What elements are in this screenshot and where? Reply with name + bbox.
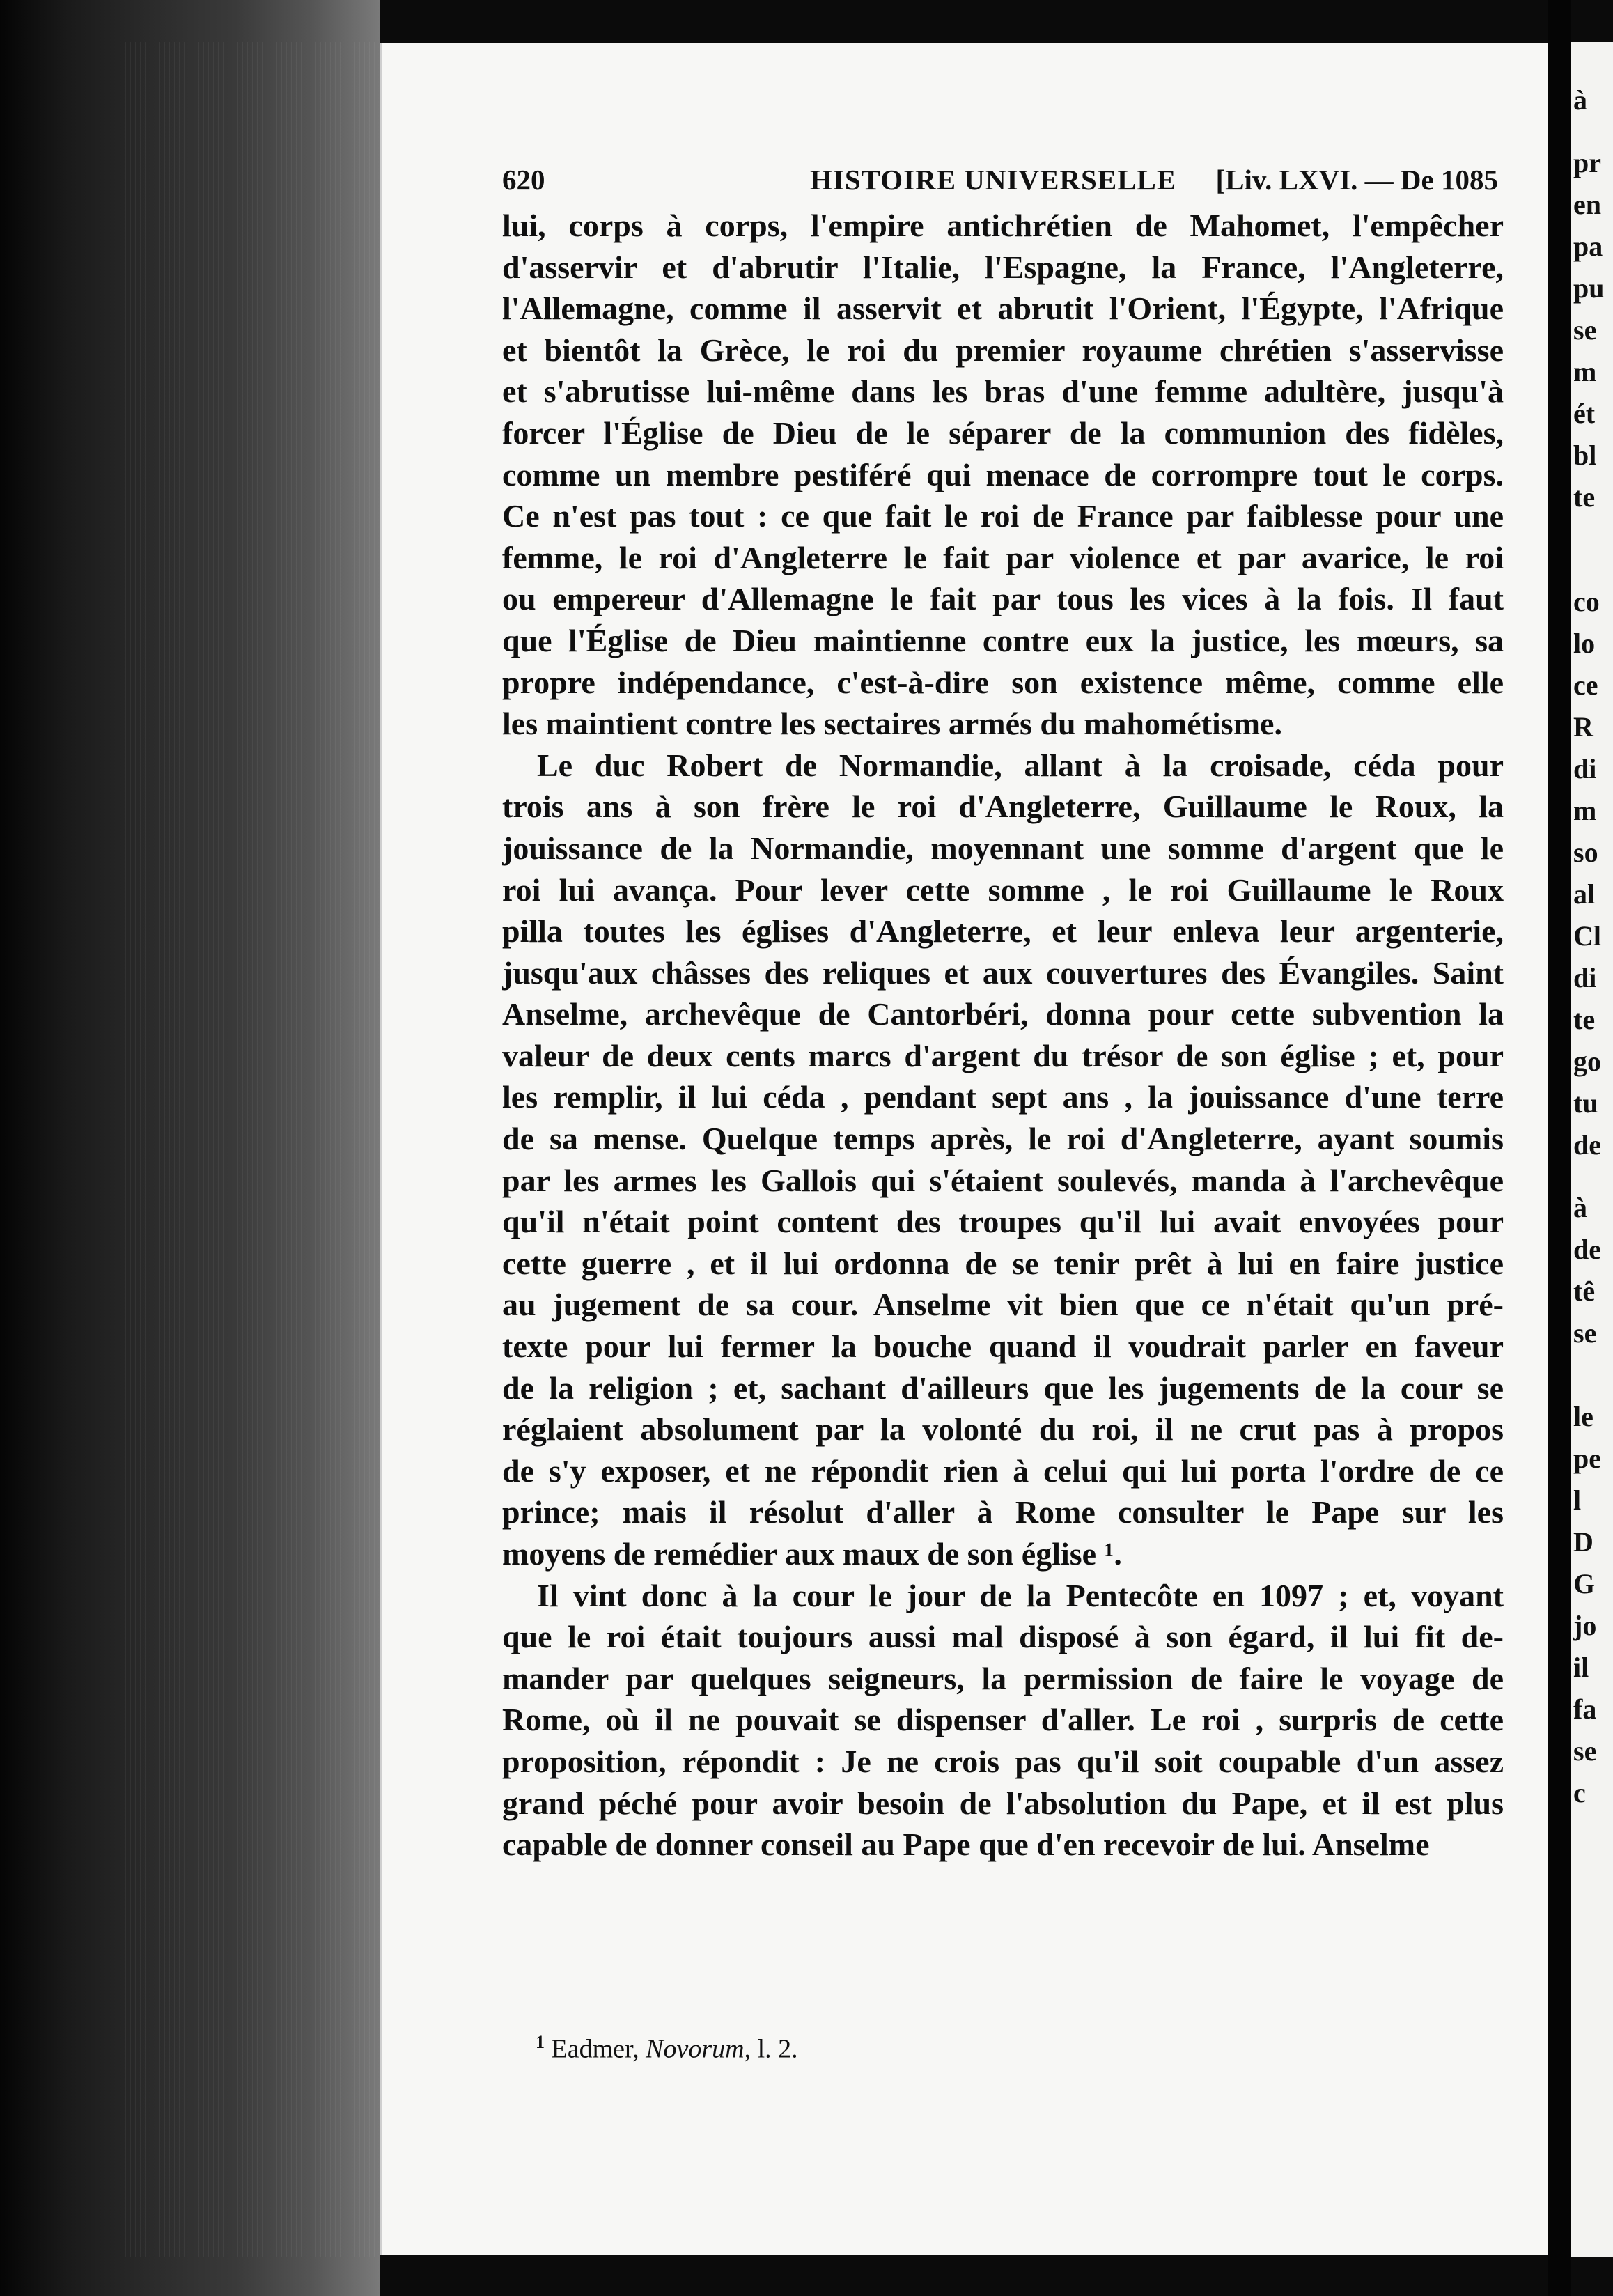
text-line: roi lui avança. Pour lever cette somme , le roi Guillaume le Roux — [502, 871, 1504, 908]
facing-page-fragment — [1571, 42, 1613, 2257]
facing-page-text: tê — [1573, 1275, 1596, 1307]
facing-page-text: se — [1573, 314, 1597, 346]
facing-page-text: de — [1573, 1234, 1601, 1265]
facing-page-text: so — [1573, 837, 1598, 868]
facing-page-text: te — [1573, 1004, 1596, 1035]
facing-page-text: m — [1573, 795, 1597, 826]
text-line: grand péché pour avoir besoin de l'absolution du Pape, et il est plus — [502, 1785, 1504, 1821]
text-line: comme un membre pestiféré qui menace de corrompre tout le corps. — [502, 456, 1504, 492]
book-page — [380, 43, 1549, 2255]
facing-page-text: à — [1573, 84, 1587, 116]
text-line: de la religion ; et, sachant d'ailleurs que les jugements de la cour se — [502, 1370, 1504, 1406]
facing-page-text: al — [1573, 878, 1596, 910]
text-line: que l'Église de Dieu maintienne contre eux la justice, les mœurs, sa — [502, 622, 1504, 658]
text-line: d'asservir et d'abrutir l'Italie, l'Espagne, la France, l'Angleterre, — [502, 249, 1504, 285]
facing-page-text: Cl — [1573, 920, 1601, 952]
text-line: jusqu'aux châsses des reliques et aux couvertures des Évangiles. Saint — [502, 954, 1504, 991]
text-line: propre indépendance, c'est-à-dire son existence même, comme elle — [502, 664, 1504, 700]
facing-page-text: c — [1573, 1777, 1586, 1808]
facing-page-text: jo — [1573, 1610, 1597, 1641]
page-edge-texture — [125, 42, 376, 2257]
facing-page-text: l — [1573, 1484, 1582, 1516]
facing-page-text: le — [1573, 1401, 1593, 1432]
footnote-ref: , l. 2. — [744, 2034, 798, 2064]
text-line: et bientôt la Grèce, le roi du premier royaume chrétien s'asservisse — [502, 332, 1504, 368]
facing-page-text: di — [1573, 962, 1597, 993]
facing-page-text: bl — [1573, 440, 1597, 471]
facing-page-text: se — [1573, 1317, 1597, 1349]
text-line: valeur de deux cents marcs d'argent du trésor de son église ; et, pour — [502, 1037, 1504, 1073]
facing-page-text: se — [1573, 1735, 1597, 1767]
footnote-author: Eadmer, — [551, 2034, 639, 2064]
running-title: HISTOIRE UNIVERSELLE — [810, 164, 1177, 196]
facing-page-text: ce — [1573, 669, 1598, 701]
text-line: pilla toutes les églises d'Angleterre, et leur enleva leur argenterie, — [502, 913, 1504, 949]
facing-page-text: pr — [1573, 147, 1601, 178]
text-line: par les armes les Gallois qui s'étaient soulevés, manda à l'archevêque — [502, 1162, 1504, 1198]
text-line: et s'abrutisse lui-même dans les bras d'une femme adultère, jusqu'à — [502, 373, 1504, 410]
text-line: prince; mais il résolut d'aller à Rome consulter le Pape sur les — [502, 1494, 1504, 1530]
text-line: texte pour lui fermer la bouche quand il voudrait parler en faveur — [502, 1328, 1504, 1365]
text-line: l'Allemagne, comme il asservit et abrutit l'Orient, l'Égypte, l'Afrique — [502, 290, 1504, 327]
text-line: ou empereur d'Allemagne le fait par tous les vices à la fois. Il faut — [502, 581, 1504, 617]
text-line: qu'il n'était point content des troupes qu'il lui avait envoyées pour — [502, 1204, 1504, 1240]
text-line: cette guerre , et il lui ordonna de se tenir prêt à lui en faire justice — [502, 1245, 1504, 1281]
text-line: Anselme, archevêque de Cantorbéri, donna pour cette subvention la — [502, 996, 1504, 1032]
footnote — [536, 2032, 798, 2065]
text-line: Il vint donc à la cour le jour de la Pentecôte en 1097 ; et, voyant — [537, 1577, 1504, 1613]
text-line: Ce n'est pas tout : ce que fait le roi de France par faiblesse pour une — [502, 498, 1504, 534]
facing-page-text: pe — [1573, 1443, 1601, 1474]
text-line: capable de donner conseil au Pape que d'en recevoir de lui. Anselme — [502, 1826, 1430, 1863]
text-line: les remplir, il lui céda , pendant sept ans , la jouissance d'une terre — [502, 1079, 1504, 1115]
facing-page-text: pa — [1573, 231, 1603, 262]
facing-page-text: co — [1573, 586, 1600, 617]
page-number: 620 — [502, 164, 545, 196]
text-line: que le roi était toujours aussi mal disposé à son égard, il lui fit de- — [502, 1619, 1504, 1655]
page-gutter — [1548, 0, 1571, 2296]
text-line: de s'y exposer, et ne répondit rien à celui qui lui porta l'ordre de ce — [502, 1452, 1504, 1489]
facing-page-text: te — [1573, 481, 1596, 513]
text-line: les maintient contre les sectaires armés du mahométisme. — [502, 706, 1282, 742]
facing-page-text: lo — [1573, 628, 1596, 659]
facing-page-text: di — [1573, 753, 1597, 784]
facing-page-text: il — [1573, 1652, 1589, 1683]
facing-page-text: de — [1573, 1129, 1601, 1161]
facing-page-text: fa — [1573, 1693, 1597, 1725]
facing-page-text: G — [1573, 1568, 1596, 1599]
text-line: trois ans à son frère le roi d'Angleterre, Guillaume le Roux, la — [502, 789, 1504, 825]
text-line: proposition, répondit : Je ne crois pas qu'il soit coupable d'un assez — [502, 1743, 1504, 1779]
facing-page-text: pu — [1573, 272, 1605, 304]
body-text — [502, 205, 1504, 1866]
footnote-work: Novorum — [646, 2034, 745, 2064]
facing-page-text: tu — [1573, 1087, 1598, 1119]
text-line: de sa mense. Quelque temps après, le roi d'Angleterre, ayant soumis — [502, 1121, 1504, 1157]
facing-page-text: ét — [1573, 398, 1596, 429]
text-line: Le duc Robert de Normandie, allant à la croisade, céda pour — [537, 747, 1504, 783]
facing-page-text: en — [1573, 189, 1601, 220]
facing-page-text: go — [1573, 1046, 1601, 1077]
facing-page-text: D — [1573, 1526, 1593, 1558]
text-line: jouissance de la Normandie, moyennant une somme d'argent que le — [502, 830, 1504, 866]
text-line: moyens de remédier aux maux de son église ¹. — [502, 1536, 1122, 1572]
book-reference: [Liv. LXVI. — De 1085 — [1215, 164, 1498, 196]
text-line: mander par quelques seigneurs, la permission de faire le voyage de — [502, 1660, 1504, 1696]
text-line: lui, corps à corps, l'empire antichrétien de Mahomet, l'empêcher — [502, 208, 1504, 243]
text-line: femme, le roi d'Angleterre le fait par violence et par avarice, le roi — [502, 539, 1504, 575]
footnote-marker: 1 — [536, 2032, 545, 2052]
text-line: réglaient absolument par la volonté du roi, il ne crut pas à propos — [502, 1411, 1504, 1448]
facing-page-text: R — [1573, 711, 1593, 743]
text-line: Rome, où il ne pouvait se dispenser d'aller. Le roi , surpris de cette — [502, 1702, 1504, 1738]
facing-page-text: à — [1573, 1192, 1587, 1223]
text-line: au jugement de sa cour. Anselme vit bien que ce n'était qu'un pré- — [502, 1287, 1504, 1323]
text-line: forcer l'Église de Dieu de le séparer de la communion des fidèles, — [502, 414, 1504, 451]
facing-page-text: m — [1573, 356, 1597, 387]
